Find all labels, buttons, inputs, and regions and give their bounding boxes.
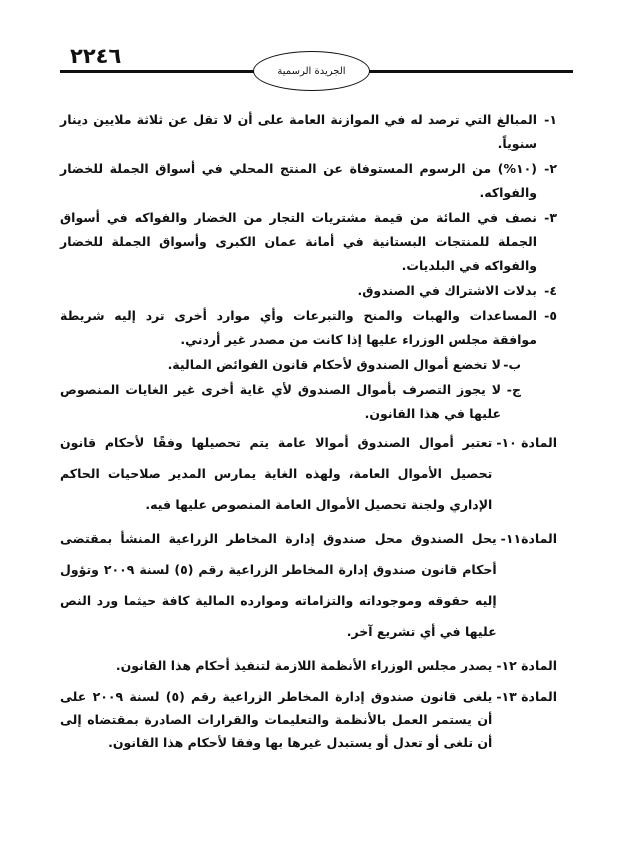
item-marker: ٢- — [544, 161, 557, 176]
item-marker: ١- — [544, 112, 557, 127]
article-10 — [60, 427, 557, 520]
item-text: لا يجوز التصرف بأموال الصندوق لأي غاية أخرى غير الغايات المنصوص عليها في هذا القانون. — [60, 382, 501, 421]
article-text: يحل الصندوق محل صندوق إدارة المخاطر الزراعية المنشأ بمقتضى أحكام قانون صندوق إدارة المخاطر الزراعية رقم (٥) لسنة ٢٠٠٩ وتؤول إليه حقوقه وموجوداته والتزاماته وموارده المالية كافة حيثما ورد النص عليها في أي تشريع آخر. — [60, 531, 497, 639]
article-label: المادة ١٠- — [496, 435, 557, 450]
article-13 — [60, 685, 557, 754]
item-marker: ٥- — [544, 308, 557, 323]
lettered-item-j — [60, 378, 521, 426]
item-text: لا تخضع أموال الصندوق لأحكام قانون الفوائض المالية. — [167, 357, 501, 372]
item-text: المبالغ التي ترصد له في الموازنة العامة على أن لا تقل عن ثلاثة ملايين دينار سنوياً. — [60, 112, 537, 151]
item-marker: ج- — [506, 382, 521, 397]
item-marker: ٣- — [544, 210, 557, 225]
numbered-item-5 — [60, 304, 557, 352]
numbered-item-3 — [60, 206, 557, 278]
header-rule-left — [60, 70, 255, 73]
article-text: يصدر مجلس الوزراء الأنظمة اللازمة لتنفيذ أحكام هذا القانون. — [115, 658, 493, 673]
article-label: المادة ١٢- — [496, 658, 557, 673]
article-text: تعتبر أموال الصندوق أموالا عامة يتم تحصيلها وفقًا لأحكام قانون تحصيل الأموال العامة، ولهذه الغاية يمارس المدير صلاحيات الحاكم الإداري ولجنة تحصيل الأموال العامة المنصوص عليها فيه. — [60, 435, 493, 512]
journal-title-oval — [253, 51, 370, 91]
numbered-item-2 — [60, 157, 557, 205]
lettered-item-b — [60, 353, 521, 377]
article-text: يلغى قانون صندوق إدارة المخاطر الزراعية رقم (٥) لسنة ٢٠٠٩ على أن يستمر العمل بالأنظمة والتعليمات والقرارات الصادرة بمقتضاه إلى أن تلغى أو تعدل أو يستبدل غيرها بها وفقا لأحكام هذا القانون. — [60, 689, 493, 750]
item-text: نصف في المائة من قيمة مشتريات التجار من الخضار والفواكه في أسواق الجملة للمنتجات البستانية في أمانة عمان الكبرى وأسواق الجملة للخضار والفواكه في البلديات. — [60, 210, 537, 273]
item-text: المساعدات والهبات والمنح والتبرعات وأي موارد أخرى ترد إليه شريطة موافقة مجلس الوزراء عليها إذا كانت من مصدر غير أردني. — [60, 308, 537, 347]
article-12 — [60, 650, 557, 681]
item-marker: ب- — [503, 357, 521, 372]
page-number: ٢٢٤٦ — [70, 44, 122, 68]
document-body — [60, 108, 557, 757]
item-text: بدلات الاشتراك في الصندوق. — [357, 283, 537, 298]
item-marker: ٤- — [544, 283, 557, 298]
item-text: (١٠%) من الرسوم المستوفاة عن المنتج المحلي في أسواق الجملة للخضار والفواكه. — [60, 161, 537, 200]
journal-title: الجريدة الرسمية — [277, 65, 346, 77]
article-label: المادة ١٣- — [496, 689, 557, 704]
article-label: المادة١١- — [500, 531, 557, 546]
article-11 — [60, 523, 557, 647]
numbered-item-4 — [60, 279, 557, 303]
numbered-item-1 — [60, 108, 557, 156]
header-rule-right — [366, 70, 573, 73]
